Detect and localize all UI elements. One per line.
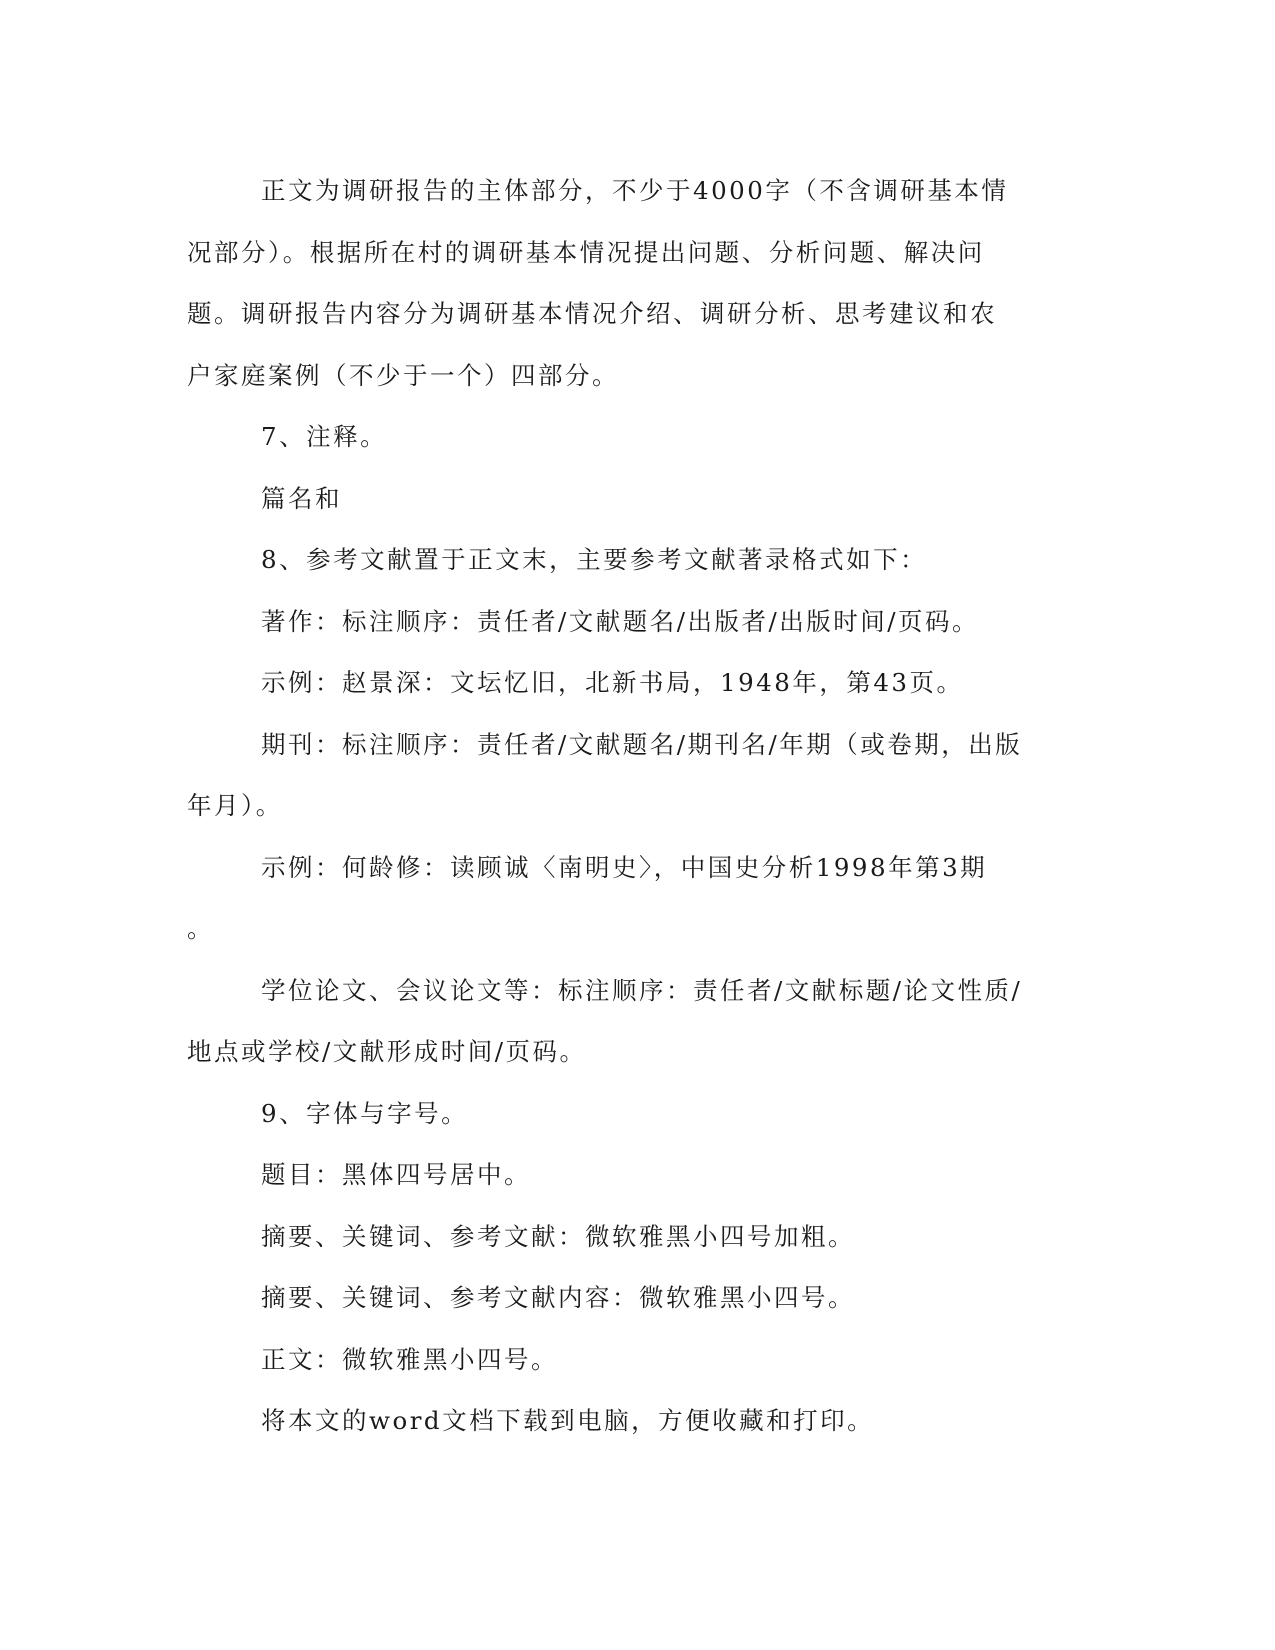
text-line: 篇名和	[261, 483, 342, 513]
text-line: 著作：标注顺序：责任者/文献题名/出版者/出版时间/页码。	[261, 606, 980, 636]
text-line: 学位论文、会议论文等：标注顺序：责任者/文献标题/论文性质/	[261, 975, 1023, 1005]
paragraph-notes-heading	[187, 406, 1067, 468]
paragraph-title-fragment	[187, 468, 1067, 530]
text-line: 题目：黑体四号居中。	[261, 1160, 531, 1189]
paragraph-book-example	[187, 652, 1067, 714]
paragraph-book-format	[187, 591, 1067, 653]
text-line: 期刊：标注顺序：责任者/文献题名/期刊名/年期（或卷期，出版	[261, 729, 1023, 759]
text-line: 年月）。	[187, 791, 283, 820]
paragraph-journal-example	[187, 837, 1067, 960]
text-line: 摘要、关键词、参考文献：微软雅黑小四号加粗。	[261, 1221, 855, 1251]
text-line: 况部分）。根据所在村的调研基本情况提出问题、分析问题、解决问	[187, 237, 985, 267]
paragraph-font-abstract	[187, 1206, 1067, 1268]
text-line: 题。调研报告内容分为调研基本情况介绍、调研分析、思考建议和农	[187, 299, 997, 328]
text-line: 7、注释。	[261, 422, 388, 451]
text-line: 将本文的word文档下载到电脑，方便收藏和打印。	[261, 1406, 875, 1435]
paragraph-font-title	[187, 1144, 1067, 1206]
text-line: 9、字体与字号。	[261, 1098, 469, 1128]
document-body	[187, 160, 1067, 1452]
text-line: 示例：何龄修：读顾诚〈南明史〉，中国史分析1998年第3期	[261, 852, 988, 882]
text-line: 8、参考文献置于正文末，主要参考文献著录格式如下：	[261, 545, 928, 574]
paragraph-download-note	[187, 1390, 1067, 1452]
text-line: 正文为调研报告的主体部分，不少于4000字（不含调研基本情	[261, 176, 1009, 205]
text-line: 地点或学校/文献形成时间/页码。	[187, 1037, 587, 1066]
paragraph-references-heading	[187, 529, 1067, 591]
text-line: 正文：微软雅黑小四号。	[261, 1344, 558, 1374]
text-line: 示例：赵景深：文坛忆旧，北新书局，1948年，第43页。	[261, 668, 964, 697]
paragraph-font-abstract-content	[187, 1267, 1067, 1329]
paragraph-font-heading	[187, 1083, 1067, 1145]
paragraph-thesis-format	[187, 960, 1067, 1083]
text-line: 户家庭案例（不少于一个）四部分。	[187, 360, 619, 390]
text-line: 。	[187, 914, 214, 943]
paragraph-font-body	[187, 1329, 1067, 1391]
paragraph-main-body	[187, 160, 1067, 406]
paragraph-journal-format	[187, 714, 1067, 837]
text-line: 摘要、关键词、参考文献内容：微软雅黑小四号。	[261, 1283, 855, 1312]
